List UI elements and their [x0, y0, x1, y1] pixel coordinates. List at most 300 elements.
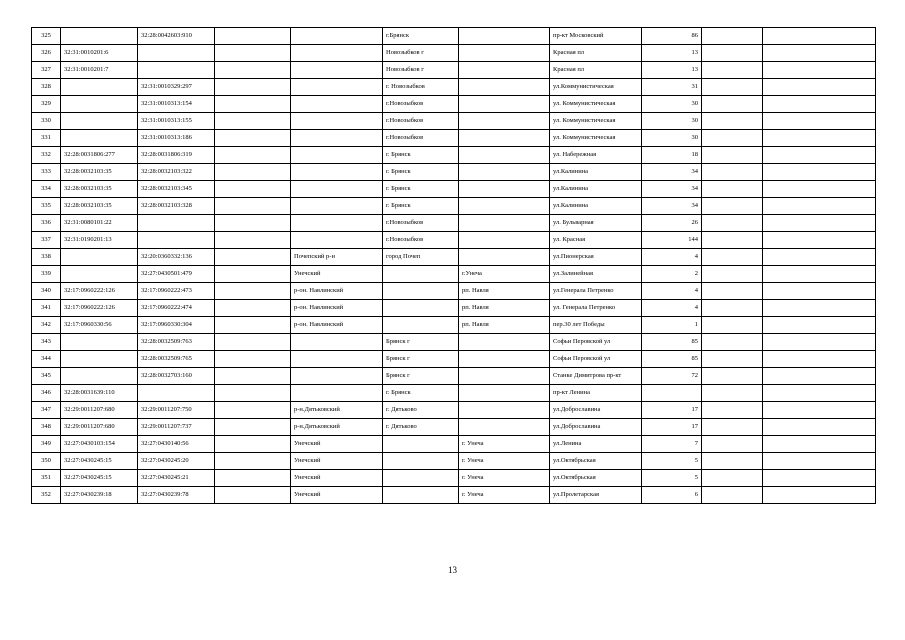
district-cell: Почепский р-н	[291, 249, 383, 266]
district-cell	[291, 28, 383, 45]
parcel-cadastral-number-cell: 32:28:0032103:35	[61, 181, 138, 198]
city-cell	[383, 317, 459, 334]
table-row	[32, 232, 876, 249]
empty-cell	[763, 351, 876, 368]
settlement-cell	[459, 181, 550, 198]
empty-cell	[763, 232, 876, 249]
empty-cell	[215, 215, 291, 232]
row-number-cell: 349	[32, 436, 61, 453]
object-cadastral-number-cell: 32:27:0430245:20	[138, 453, 215, 470]
settlement-cell: рп. Навля	[459, 317, 550, 334]
empty-cell	[702, 96, 763, 113]
row-number-cell: 352	[32, 487, 61, 504]
empty-cell	[702, 79, 763, 96]
settlement-cell	[459, 130, 550, 147]
parcel-cadastral-number-cell	[61, 96, 138, 113]
empty-cell	[215, 300, 291, 317]
row-number-cell: 343	[32, 334, 61, 351]
table-row	[32, 79, 876, 96]
row-number-cell: 345	[32, 368, 61, 385]
empty-cell	[702, 266, 763, 283]
object-cadastral-number-cell: 32:29:0011207:737	[138, 419, 215, 436]
empty-cell	[763, 300, 876, 317]
empty-cell	[702, 130, 763, 147]
empty-cell	[763, 249, 876, 266]
empty-cell	[215, 351, 291, 368]
empty-cell	[702, 249, 763, 266]
row-number-cell: 335	[32, 198, 61, 215]
empty-cell	[763, 215, 876, 232]
empty-cell	[215, 266, 291, 283]
parcel-cadastral-number-cell: 32:28:0031806:277	[61, 147, 138, 164]
object-cadastral-number-cell: 32:28:0042603:910	[138, 28, 215, 45]
empty-cell	[215, 164, 291, 181]
empty-cell	[763, 96, 876, 113]
table-row	[32, 198, 876, 215]
district-cell: Унечский	[291, 436, 383, 453]
empty-cell	[702, 62, 763, 79]
empty-cell	[215, 79, 291, 96]
parcel-cadastral-number-cell: 32:17:0960330:56	[61, 317, 138, 334]
street-cell: ул.Калинина	[550, 164, 642, 181]
house-number-cell: 4	[642, 283, 702, 300]
house-number-cell: 4	[642, 249, 702, 266]
street-cell: ул.Залинейная	[550, 266, 642, 283]
settlement-cell	[459, 79, 550, 96]
settlement-cell	[459, 402, 550, 419]
street-cell: ул.Октябрьская	[550, 453, 642, 470]
parcel-cadastral-number-cell: 32:27:0430239:18	[61, 487, 138, 504]
settlement-cell	[459, 45, 550, 62]
house-number-cell: 85	[642, 334, 702, 351]
empty-cell	[215, 368, 291, 385]
table-row	[32, 215, 876, 232]
row-number-cell: 331	[32, 130, 61, 147]
parcel-cadastral-number-cell	[61, 79, 138, 96]
house-number-cell: 34	[642, 198, 702, 215]
district-cell: р-он. Навлинский	[291, 317, 383, 334]
street-cell: ул. Бульварная	[550, 215, 642, 232]
district-cell: Унечский	[291, 470, 383, 487]
empty-cell	[215, 113, 291, 130]
table-row	[32, 385, 876, 402]
district-cell: р-н.Дятьковский	[291, 419, 383, 436]
empty-cell	[702, 113, 763, 130]
object-cadastral-number-cell: 32:28:0031806:319	[138, 147, 215, 164]
object-cadastral-number-cell: 32:27:0430245:21	[138, 470, 215, 487]
row-number-cell: 350	[32, 453, 61, 470]
house-number-cell	[642, 385, 702, 402]
table-row	[32, 470, 876, 487]
table-row	[32, 28, 876, 45]
city-cell: г.Новозыбков	[383, 113, 459, 130]
street-cell: ул. Генерала Петренко	[550, 300, 642, 317]
parcel-cadastral-number-cell: 32:28:0031639:110	[61, 385, 138, 402]
house-number-cell: 17	[642, 402, 702, 419]
city-cell: Новозыбков г	[383, 45, 459, 62]
empty-cell	[763, 45, 876, 62]
street-cell: ул.Пролетарская	[550, 487, 642, 504]
city-cell: г. Брянск	[383, 198, 459, 215]
district-cell: р-он. Навлинский	[291, 300, 383, 317]
row-number-cell: 351	[32, 470, 61, 487]
street-cell: Станке Димитрова пр-кт	[550, 368, 642, 385]
table-row	[32, 317, 876, 334]
city-cell: г.Новозыбков	[383, 215, 459, 232]
street-cell: ул. Красная	[550, 232, 642, 249]
city-cell	[383, 470, 459, 487]
street-cell: пр-кт Ленина	[550, 385, 642, 402]
table-row	[32, 181, 876, 198]
table-row	[32, 283, 876, 300]
house-number-cell: 18	[642, 147, 702, 164]
house-number-cell: 31	[642, 79, 702, 96]
object-cadastral-number-cell: 32:17:0960222:474	[138, 300, 215, 317]
empty-cell	[763, 62, 876, 79]
empty-cell	[702, 436, 763, 453]
empty-cell	[215, 385, 291, 402]
object-cadastral-number-cell: 32:31:0010313:155	[138, 113, 215, 130]
district-cell: Унечский	[291, 266, 383, 283]
house-number-cell: 17	[642, 419, 702, 436]
row-number-cell: 328	[32, 79, 61, 96]
settlement-cell	[459, 147, 550, 164]
city-cell: Брянск г	[383, 368, 459, 385]
empty-cell	[702, 487, 763, 504]
row-number-cell: 326	[32, 45, 61, 62]
empty-cell	[702, 385, 763, 402]
object-cadastral-number-cell: 32:28:0032103:322	[138, 164, 215, 181]
city-cell: город Почеп	[383, 249, 459, 266]
table-row	[32, 402, 876, 419]
empty-cell	[702, 283, 763, 300]
empty-cell	[763, 283, 876, 300]
empty-cell	[702, 351, 763, 368]
settlement-cell: г. Унеча	[459, 436, 550, 453]
parcel-cadastral-number-cell: 32:28:0032103:35	[61, 164, 138, 181]
table-row	[32, 487, 876, 504]
street-cell: пер.30 лет Победы	[550, 317, 642, 334]
district-cell	[291, 45, 383, 62]
empty-cell	[215, 181, 291, 198]
district-cell: р-он. Навлинский	[291, 283, 383, 300]
table-row	[32, 266, 876, 283]
city-cell: Брянск г	[383, 334, 459, 351]
empty-cell	[702, 317, 763, 334]
street-cell: ул.Доброславина	[550, 419, 642, 436]
object-cadastral-number-cell: 32:29:0011207:750	[138, 402, 215, 419]
empty-cell	[215, 470, 291, 487]
house-number-cell: 1	[642, 317, 702, 334]
settlement-cell	[459, 28, 550, 45]
object-cadastral-number-cell	[138, 62, 215, 79]
city-cell: г. Дятьково	[383, 419, 459, 436]
empty-cell	[702, 334, 763, 351]
house-number-cell: 5	[642, 470, 702, 487]
district-cell	[291, 368, 383, 385]
district-cell	[291, 96, 383, 113]
empty-cell	[215, 96, 291, 113]
house-number-cell: 2	[642, 266, 702, 283]
city-cell: г.Брянск	[383, 28, 459, 45]
table-row	[32, 164, 876, 181]
settlement-cell: г. Унеча	[459, 487, 550, 504]
row-number-cell: 342	[32, 317, 61, 334]
table-row	[32, 249, 876, 266]
table-body	[32, 28, 876, 504]
empty-cell	[702, 181, 763, 198]
empty-cell	[215, 334, 291, 351]
empty-cell	[763, 368, 876, 385]
row-number-cell: 341	[32, 300, 61, 317]
row-number-cell: 333	[32, 164, 61, 181]
parcel-cadastral-number-cell: 32:31:0010201:6	[61, 45, 138, 62]
district-cell	[291, 130, 383, 147]
object-cadastral-number-cell: 32:28:0032103:328	[138, 198, 215, 215]
table-row	[32, 351, 876, 368]
empty-cell	[702, 368, 763, 385]
parcel-cadastral-number-cell	[61, 351, 138, 368]
row-number-cell: 327	[32, 62, 61, 79]
table-row	[32, 436, 876, 453]
object-cadastral-number-cell: 32:28:0032703:160	[138, 368, 215, 385]
empty-cell	[702, 470, 763, 487]
parcel-cadastral-number-cell: 32:28:0032103:35	[61, 198, 138, 215]
house-number-cell: 13	[642, 45, 702, 62]
house-number-cell: 5	[642, 453, 702, 470]
city-cell: г. Новозыбков	[383, 79, 459, 96]
city-cell	[383, 487, 459, 504]
empty-cell	[702, 28, 763, 45]
parcel-cadastral-number-cell: 32:27:0430103:154	[61, 436, 138, 453]
object-cadastral-number-cell: 32:28:0032509:765	[138, 351, 215, 368]
settlement-cell	[459, 113, 550, 130]
parcel-cadastral-number-cell	[61, 113, 138, 130]
parcel-cadastral-number-cell	[61, 28, 138, 45]
settlement-cell	[459, 62, 550, 79]
empty-cell	[215, 28, 291, 45]
object-cadastral-number-cell: 32:31:0010313:186	[138, 130, 215, 147]
settlement-cell	[459, 164, 550, 181]
row-number-cell: 338	[32, 249, 61, 266]
street-cell: ул.Генерала Петренко	[550, 283, 642, 300]
house-number-cell: 4	[642, 300, 702, 317]
empty-cell	[763, 436, 876, 453]
district-cell	[291, 79, 383, 96]
settlement-cell	[459, 96, 550, 113]
settlement-cell	[459, 351, 550, 368]
empty-cell	[763, 28, 876, 45]
parcel-cadastral-number-cell: 32:17:0960222:126	[61, 300, 138, 317]
settlement-cell: г. Унеча	[459, 470, 550, 487]
house-number-cell: 7	[642, 436, 702, 453]
city-cell: г. Брянск	[383, 181, 459, 198]
empty-cell	[702, 215, 763, 232]
empty-cell	[702, 45, 763, 62]
empty-cell	[763, 266, 876, 283]
parcel-cadastral-number-cell: 32:27:0430245:15	[61, 470, 138, 487]
parcel-cadastral-number-cell: 32:29:0011207:680	[61, 402, 138, 419]
street-cell: ул.Ленина	[550, 436, 642, 453]
object-cadastral-number-cell: 32:31:0010329:297	[138, 79, 215, 96]
parcel-cadastral-number-cell	[61, 368, 138, 385]
table-row	[32, 113, 876, 130]
street-cell: ул.Доброславина	[550, 402, 642, 419]
settlement-cell: рп. Навля	[459, 300, 550, 317]
settlement-cell	[459, 385, 550, 402]
empty-cell	[215, 317, 291, 334]
city-cell: г. Брянск	[383, 385, 459, 402]
city-cell: г. Брянск	[383, 164, 459, 181]
empty-cell	[215, 232, 291, 249]
table-row	[32, 130, 876, 147]
page-number: 13	[448, 565, 457, 575]
row-number-cell: 330	[32, 113, 61, 130]
parcel-cadastral-number-cell	[61, 334, 138, 351]
district-cell	[291, 147, 383, 164]
empty-cell	[763, 130, 876, 147]
row-number-cell: 334	[32, 181, 61, 198]
house-number-cell: 30	[642, 96, 702, 113]
district-cell	[291, 164, 383, 181]
street-cell: Красная пл	[550, 45, 642, 62]
street-cell: Красная пл	[550, 62, 642, 79]
city-cell	[383, 453, 459, 470]
city-cell: г. Дятьково	[383, 402, 459, 419]
empty-cell	[702, 198, 763, 215]
street-cell: Софьи Перовской ул	[550, 351, 642, 368]
empty-cell	[215, 487, 291, 504]
parcel-cadastral-number-cell: 32:27:0430245:15	[61, 453, 138, 470]
empty-cell	[763, 79, 876, 96]
settlement-cell	[459, 232, 550, 249]
house-number-cell: 86	[642, 28, 702, 45]
settlement-cell	[459, 419, 550, 436]
empty-cell	[763, 181, 876, 198]
district-cell	[291, 385, 383, 402]
house-number-cell: 6	[642, 487, 702, 504]
parcel-cadastral-number-cell: 32:31:0190201:13	[61, 232, 138, 249]
empty-cell	[215, 419, 291, 436]
table-row	[32, 62, 876, 79]
house-number-cell: 72	[642, 368, 702, 385]
house-number-cell: 13	[642, 62, 702, 79]
table-row	[32, 45, 876, 62]
table-row	[32, 419, 876, 436]
object-cadastral-number-cell: 32:28:0032103:345	[138, 181, 215, 198]
district-cell	[291, 351, 383, 368]
city-cell: Новозыбков г	[383, 62, 459, 79]
table-row	[32, 453, 876, 470]
empty-cell	[215, 249, 291, 266]
settlement-cell: г.Унеча	[459, 266, 550, 283]
district-cell	[291, 113, 383, 130]
empty-cell	[763, 385, 876, 402]
row-number-cell: 340	[32, 283, 61, 300]
street-cell: ул. Коммунистическая	[550, 113, 642, 130]
parcel-cadastral-number-cell: 32:29:0011207:680	[61, 419, 138, 436]
empty-cell	[763, 147, 876, 164]
empty-cell	[763, 198, 876, 215]
parcel-cadastral-number-cell: 32:31:0080101:22	[61, 215, 138, 232]
settlement-cell	[459, 198, 550, 215]
row-number-cell: 344	[32, 351, 61, 368]
district-cell	[291, 181, 383, 198]
city-cell: г. Брянск	[383, 147, 459, 164]
empty-cell	[215, 198, 291, 215]
empty-cell	[702, 453, 763, 470]
table-row	[32, 96, 876, 113]
district-cell	[291, 232, 383, 249]
table-row	[32, 300, 876, 317]
empty-cell	[215, 45, 291, 62]
house-number-cell: 34	[642, 181, 702, 198]
street-cell: пр-кт Московский	[550, 28, 642, 45]
empty-cell	[702, 402, 763, 419]
object-cadastral-number-cell: 32:17:0960330:304	[138, 317, 215, 334]
empty-cell	[763, 113, 876, 130]
district-cell	[291, 334, 383, 351]
parcel-cadastral-number-cell: 32:17:0960222:126	[61, 283, 138, 300]
street-cell: ул.Калинина	[550, 198, 642, 215]
district-cell	[291, 198, 383, 215]
object-cadastral-number-cell	[138, 45, 215, 62]
empty-cell	[215, 147, 291, 164]
street-cell: Софьи Перовской ул	[550, 334, 642, 351]
street-cell: ул. Набережная	[550, 147, 642, 164]
table-row	[32, 334, 876, 351]
parcel-cadastral-number-cell: 32:31:0010201:7	[61, 62, 138, 79]
object-cadastral-number-cell: 32:20:0360332:136	[138, 249, 215, 266]
empty-cell	[702, 232, 763, 249]
object-cadastral-number-cell: 32:31:0010313:154	[138, 96, 215, 113]
object-cadastral-number-cell	[138, 385, 215, 402]
city-cell	[383, 266, 459, 283]
empty-cell	[215, 402, 291, 419]
street-cell: ул. Коммунистическая	[550, 96, 642, 113]
house-number-cell: 85	[642, 351, 702, 368]
parcel-cadastral-number-cell	[61, 266, 138, 283]
parcel-cadastral-number-cell	[61, 249, 138, 266]
object-cadastral-number-cell: 32:27:0430140:56	[138, 436, 215, 453]
settlement-cell	[459, 334, 550, 351]
object-cadastral-number-cell	[138, 232, 215, 249]
empty-cell	[763, 487, 876, 504]
district-cell: р-н.Дятьковский	[291, 402, 383, 419]
row-number-cell: 348	[32, 419, 61, 436]
house-number-cell: 144	[642, 232, 702, 249]
settlement-cell	[459, 215, 550, 232]
row-number-cell: 347	[32, 402, 61, 419]
city-cell: г.Новозыбков	[383, 96, 459, 113]
object-cadastral-number-cell	[138, 215, 215, 232]
empty-cell	[702, 147, 763, 164]
district-cell	[291, 62, 383, 79]
row-number-cell: 325	[32, 28, 61, 45]
city-cell	[383, 283, 459, 300]
street-cell: ул.Пионерская	[550, 249, 642, 266]
settlement-cell: г. Унеча	[459, 453, 550, 470]
row-number-cell: 346	[32, 385, 61, 402]
city-cell: г.Новозыбков	[383, 232, 459, 249]
house-number-cell: 26	[642, 215, 702, 232]
empty-cell	[763, 164, 876, 181]
property-register-table	[31, 27, 876, 504]
parcel-cadastral-number-cell	[61, 130, 138, 147]
row-number-cell: 332	[32, 147, 61, 164]
settlement-cell	[459, 368, 550, 385]
empty-cell	[763, 317, 876, 334]
